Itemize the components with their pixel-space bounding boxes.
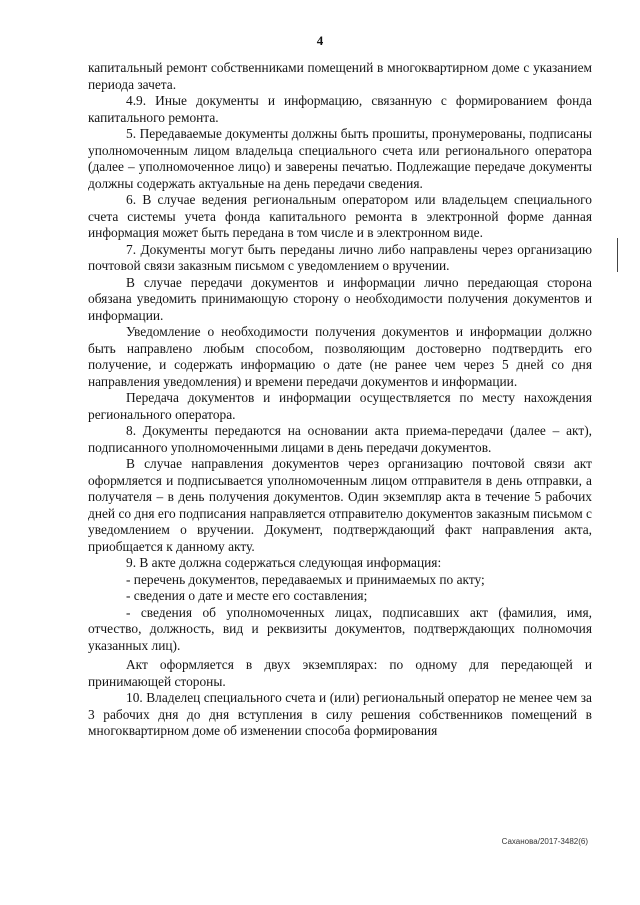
document-body xyxy=(88,60,592,740)
paragraph-6: 6. В случае ведения региональным оператором или владельцем специального счета системы учета фонда капитального ремонта в электронной форме данная информация может быть передана в том числе и в электронном виде. xyxy=(88,192,592,240)
paragraph-capital-repair-continuation: капитальный ремонт собственниками помещений в многоквартирном доме с указанием периода зачета. xyxy=(88,60,592,92)
paragraph-5: 5. Передаваемые документы должны быть прошиты, пронумерованы, подписаны уполномоченным лицом владельца специального счета или регионального оператора (далее – уполномоченное лицо) и заверены печатью. Подлежащие передаче документы должны содержать актуальные на день передачи сведения. xyxy=(88,126,592,191)
paragraph-act-copies: Акт оформляется в двух экземплярах: по одному для передающей и принимающей стороны. xyxy=(88,657,592,689)
paragraph-7-personal-transfer: В случае передачи документов и информации лично передающая сторона обязана уведомить принимающую сторону о необходимости получения документов и информации. xyxy=(88,274,592,323)
margin-mark xyxy=(617,238,618,272)
paragraph-7-notification: Уведомление о необходимости получения документов и информации должно быть направлено любым способом, позволяющим достоверно подтвердить его получение, и содержать информацию о дате (не ранее чем через 5 дней со дня направления уведомления) и времени передачи документов и информации. xyxy=(88,324,592,389)
paragraph-7-transfer-location: Передача документов и информации осуществляется по месту нахождения регионального оператора. xyxy=(88,390,592,422)
list-item-date-place: - сведения о дате и месте его составления; xyxy=(126,588,368,603)
page-number: 4 xyxy=(316,33,324,48)
paragraph-4-9: 4.9. Иные документы и информацию, связанную с формированием фонда капитального ремонта. xyxy=(88,93,592,125)
list-item-authorized-persons: - сведения об уполномоченных лицах, подписавших акт (фамилия, имя, отчество, должность, вид и реквизиты документов, подтверждающих полномочия указанных лиц). xyxy=(88,604,592,653)
paragraph-7: 7. Документы могут быть переданы лично либо направлены через организацию почтовой связи заказным письмом с уведомлением о вручении. xyxy=(88,241,592,273)
footer-reference: Саханова/2017-3482(6) xyxy=(501,837,588,846)
paragraph-8-postal: В случае направления документов через организацию почтовой связи акт оформляется и подписывается уполномоченным лицом отправителя в день отправки, а получателя – в день получения документов. Один экземпляр акта в течение 5 рабочих дней со дня его подписания направляется отправителю документов заказным письмом с уведомлением о вручении. Документ, подтверждающий факт направления акта, приобщается к данному акту. xyxy=(88,456,592,554)
paragraph-8: 8. Документы передаются на основании акта приема-передачи (далее – акт), подписанного уполномоченными лицами в день передачи документов. xyxy=(88,423,592,455)
paragraph-9: 9. В акте должна содержаться следующая информация: xyxy=(126,555,442,570)
list-item-documents: - перечень документов, передаваемых и принимаемых по акту; xyxy=(126,571,485,587)
paragraph-10: 10. Владелец специального счета и (или) региональный оператор не менее чем за 3 рабочих дня до дня вступления в силу решения собственников помещений в многоквартирном доме об изменении способа формирования xyxy=(88,690,592,738)
